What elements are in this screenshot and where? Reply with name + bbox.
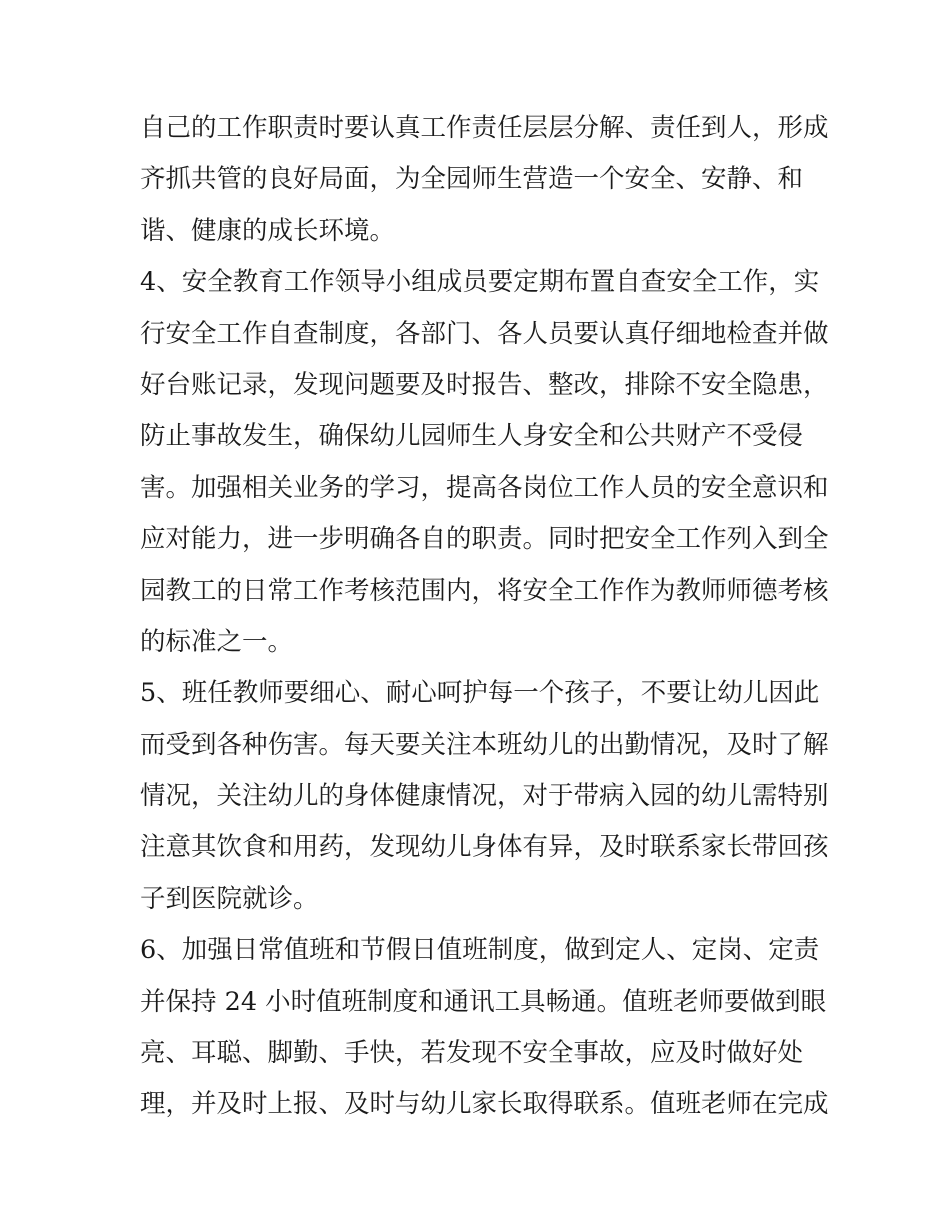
text-line: 应对能力，进一步明确各自的职责。同时把安全工作列入到全	[140, 524, 829, 555]
text-line: 的标准之一。	[140, 626, 294, 657]
text-line: 亮、耳聪、脚勤、手快，若发现不安全事故，应及时做好处	[140, 1038, 804, 1069]
text-line: 子到医院就诊。	[140, 883, 319, 914]
text-line: 防止事故发生，确保幼儿园师生人身安全和公共财产不受侵	[140, 421, 804, 452]
text-line: 6、加强日常值班和节假日值班制度，做到定人、定岗、定责	[140, 935, 820, 966]
text-line: 谐、健康的成长环境。	[140, 215, 396, 246]
text-line: 好台账记录，发现问题要及时报告、整改，排除不安全隐患，	[140, 369, 829, 400]
text-line: 注意其饮食和用药，发现幼儿身体有异，及时联系家长带回孩	[140, 832, 829, 863]
text-line: 害。加强相关业务的学习，提高各岗位工作人员的安全意识和	[140, 472, 829, 503]
text-line: 园教工的日常工作考核范围内，将安全工作作为教师师德考核	[140, 575, 829, 606]
text-line: 并保持 24 小时值班制度和通讯工具畅通。值班老师要做到眼	[140, 986, 827, 1017]
text-line: 齐抓共管的良好局面，为全园师生营造一个安全、安静、和	[140, 164, 804, 195]
text-line: 情况，关注幼儿的身体健康情况，对于带病入园的幼儿需特别	[140, 781, 829, 812]
text-line: 理，并及时上报、及时与幼儿家长取得联系。值班老师在完成	[140, 1089, 829, 1120]
text-line: 自己的工作职责时要认真工作责任层层分解、责任到人，形成	[140, 113, 829, 143]
text-line: 而受到各种伤害。每天要关注本班幼儿的出勤情况，及时了解	[140, 729, 829, 760]
text-line: 5、班任教师要细心、耐心呵护每一个孩子，不要让幼儿因此	[140, 678, 820, 709]
text-line: 4、安全教育工作领导小组成员要定期布置自查安全工作，实	[140, 267, 820, 298]
text-line: 行安全工作自查制度，各部门、各人员要认真仔细地检查并做	[140, 318, 829, 349]
document-body	[140, 103, 829, 1131]
